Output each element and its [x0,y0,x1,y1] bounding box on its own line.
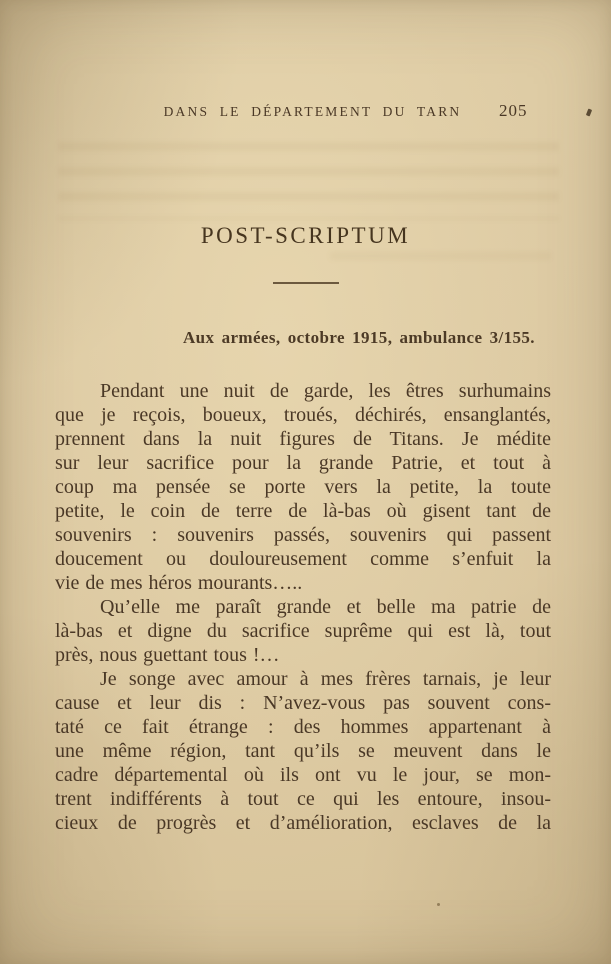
text-line: cause et leur dis : N’avez-vous pas souvent cons- [55,692,551,714]
title-divider [273,282,339,284]
show-through-text [330,252,551,272]
text-line: petite, le coin de terre de là-bas où gisent tant de [55,500,551,522]
text-line: souvenirs : souvenirs passés, souvenirs qui passent [55,524,551,546]
running-title: DANS LE DÉPARTEMENT DU TARN [163,104,462,119]
text-line: trent indifférents à tout ce qui les entoure, insou- [55,788,551,810]
running-header [0,101,611,120]
text-line: Je songe avec amour à mes frères tarnais, je leur [100,668,551,690]
page-number: 205 [499,101,528,120]
text-line: cadre départemental où ils ont vu le jour, se mon- [55,764,551,786]
text-line: que je reçois, boueux, troués, déchirés, ensanglantés, [55,404,551,426]
text-line: près, nous guettant tous !… [55,644,280,666]
dateline: Aux armées, octobre 1915, ambulance 3/155. [183,328,535,347]
text-line: sur leur sacrifice pour la grande Patrie, et tout à [55,452,551,474]
text-line: coup ma pensée se porte vers la petite, la toute [55,476,551,498]
body-text [55,379,551,835]
chapter-title: POST-SCRIPTUM [200,223,411,248]
text-line: là-bas et digne du sacrifice suprême qui est là, tout [55,620,551,642]
text-line: Pendant une nuit de garde, les êtres surhumains [100,380,551,402]
text-line: prennent dans la nuit figures de Titans. Je médite [55,428,551,450]
text-line: cieux de progrès et d’amélioration, esclaves de la [55,812,551,834]
text-line: doucement ou douloureusement comme s’enfuit la [55,548,551,570]
text-line: vie de mes héros mourants….. [55,572,303,594]
text-line: une même région, tant qu’ils se meuvent dans le [55,740,551,762]
text-line: Qu’elle me paraît grande et belle ma patrie de [100,596,551,618]
show-through-text [58,142,559,220]
text-line: taté ce fait étrange : des hommes appartenant à [55,716,551,738]
ink-speck [437,903,440,906]
